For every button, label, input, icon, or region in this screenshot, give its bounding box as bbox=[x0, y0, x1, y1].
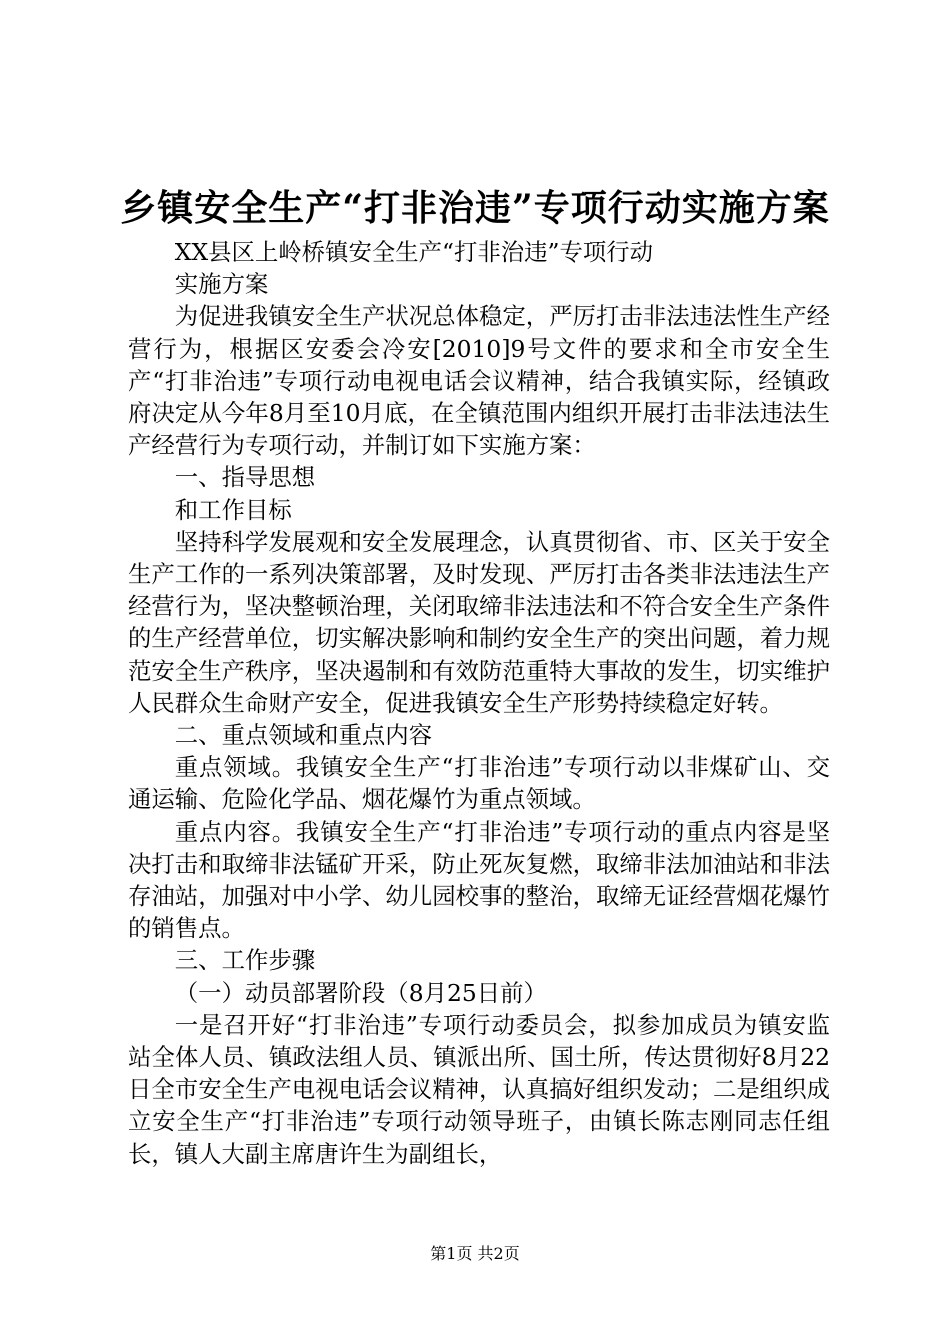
document-title: 乡镇安全生产“打非治违”专项行动实施方案 bbox=[120, 187, 830, 229]
paragraph-mobilization: 一是召开好“打非治违”专项行动委员会，拟参加成员为镇安监站全体人员、镇政法组人员、镇派出所、国土所，传达贯彻好8月22日全市安全生产电视电话会议精神，认真搞好组织发动；二是组织成立安全生产“打非治违”专项行动领导班子，由镇长陈志刚同志任组长，镇人大副主席唐许生为副组长， bbox=[128, 1010, 830, 1168]
paragraph-intro: 为促进我镇安全生产状况总体稳定，严厉打击非法违法性生产经营行为，根据区安委会冷安[2010]9号文件的要求和全市安全生产“打非治违”专项行动电视电话会议精神，结合我镇实际，经镇政府决定从今年8月至10月底，在全镇范围内组织开展打击非法违法生产经营行为专项行动，并制订如下实施方案： bbox=[128, 302, 830, 460]
subtitle-line-1: XX县区上岭桥镇安全生产“打非治违”专项行动 bbox=[174, 238, 654, 266]
paragraph-key-areas: 重点领域。我镇安全生产“打非治违”专项行动以非煤矿山、交通运输、危险化学品、烟花爆竹为重点领域。 bbox=[128, 753, 830, 814]
subsection-heading-1: （一）动员部署阶段（8月25日前） bbox=[174, 978, 547, 1007]
section-heading-2: 二、重点领域和重点内容 bbox=[174, 721, 433, 750]
page-number: 第1页 共2页 bbox=[430, 1244, 520, 1263]
paragraph-key-content: 重点内容。我镇安全生产“打非治违”专项行动的重点内容是坚决打击和取缔非法锰矿开采，防止死灰复燃，取缔非法加油站和非法存油站，加强对中小学、幼儿园校事的整治，取缔无证经营烟花爆竹的销售点。 bbox=[128, 817, 830, 943]
subtitle-line-2: 实施方案 bbox=[174, 270, 269, 299]
paragraph-guidance: 坚持科学发展观和安全发展理念，认真贯彻省、市、区关于安全生产工作的一系列决策部署，及时发现、严厉打击各类非法违法生产经营行为，坚决整顿治理，关闭取缔非法违法和不符合安全生产条件的生产经营单位，切实解决影响和制约安全生产的突出问题，着力规范安全生产秩序，坚决遏制和有效防范重特大事故的发生，切实维护人民群众生命财产安全，促进我镇安全生产形势持续稳定好转。 bbox=[128, 527, 830, 717]
section-heading-3: 三、工作步骤 bbox=[174, 946, 316, 975]
section-heading-1: 一、指导思想 bbox=[174, 463, 316, 492]
section-heading-1-cont: 和工作目标 bbox=[174, 495, 292, 524]
document-body bbox=[128, 236, 830, 1170]
